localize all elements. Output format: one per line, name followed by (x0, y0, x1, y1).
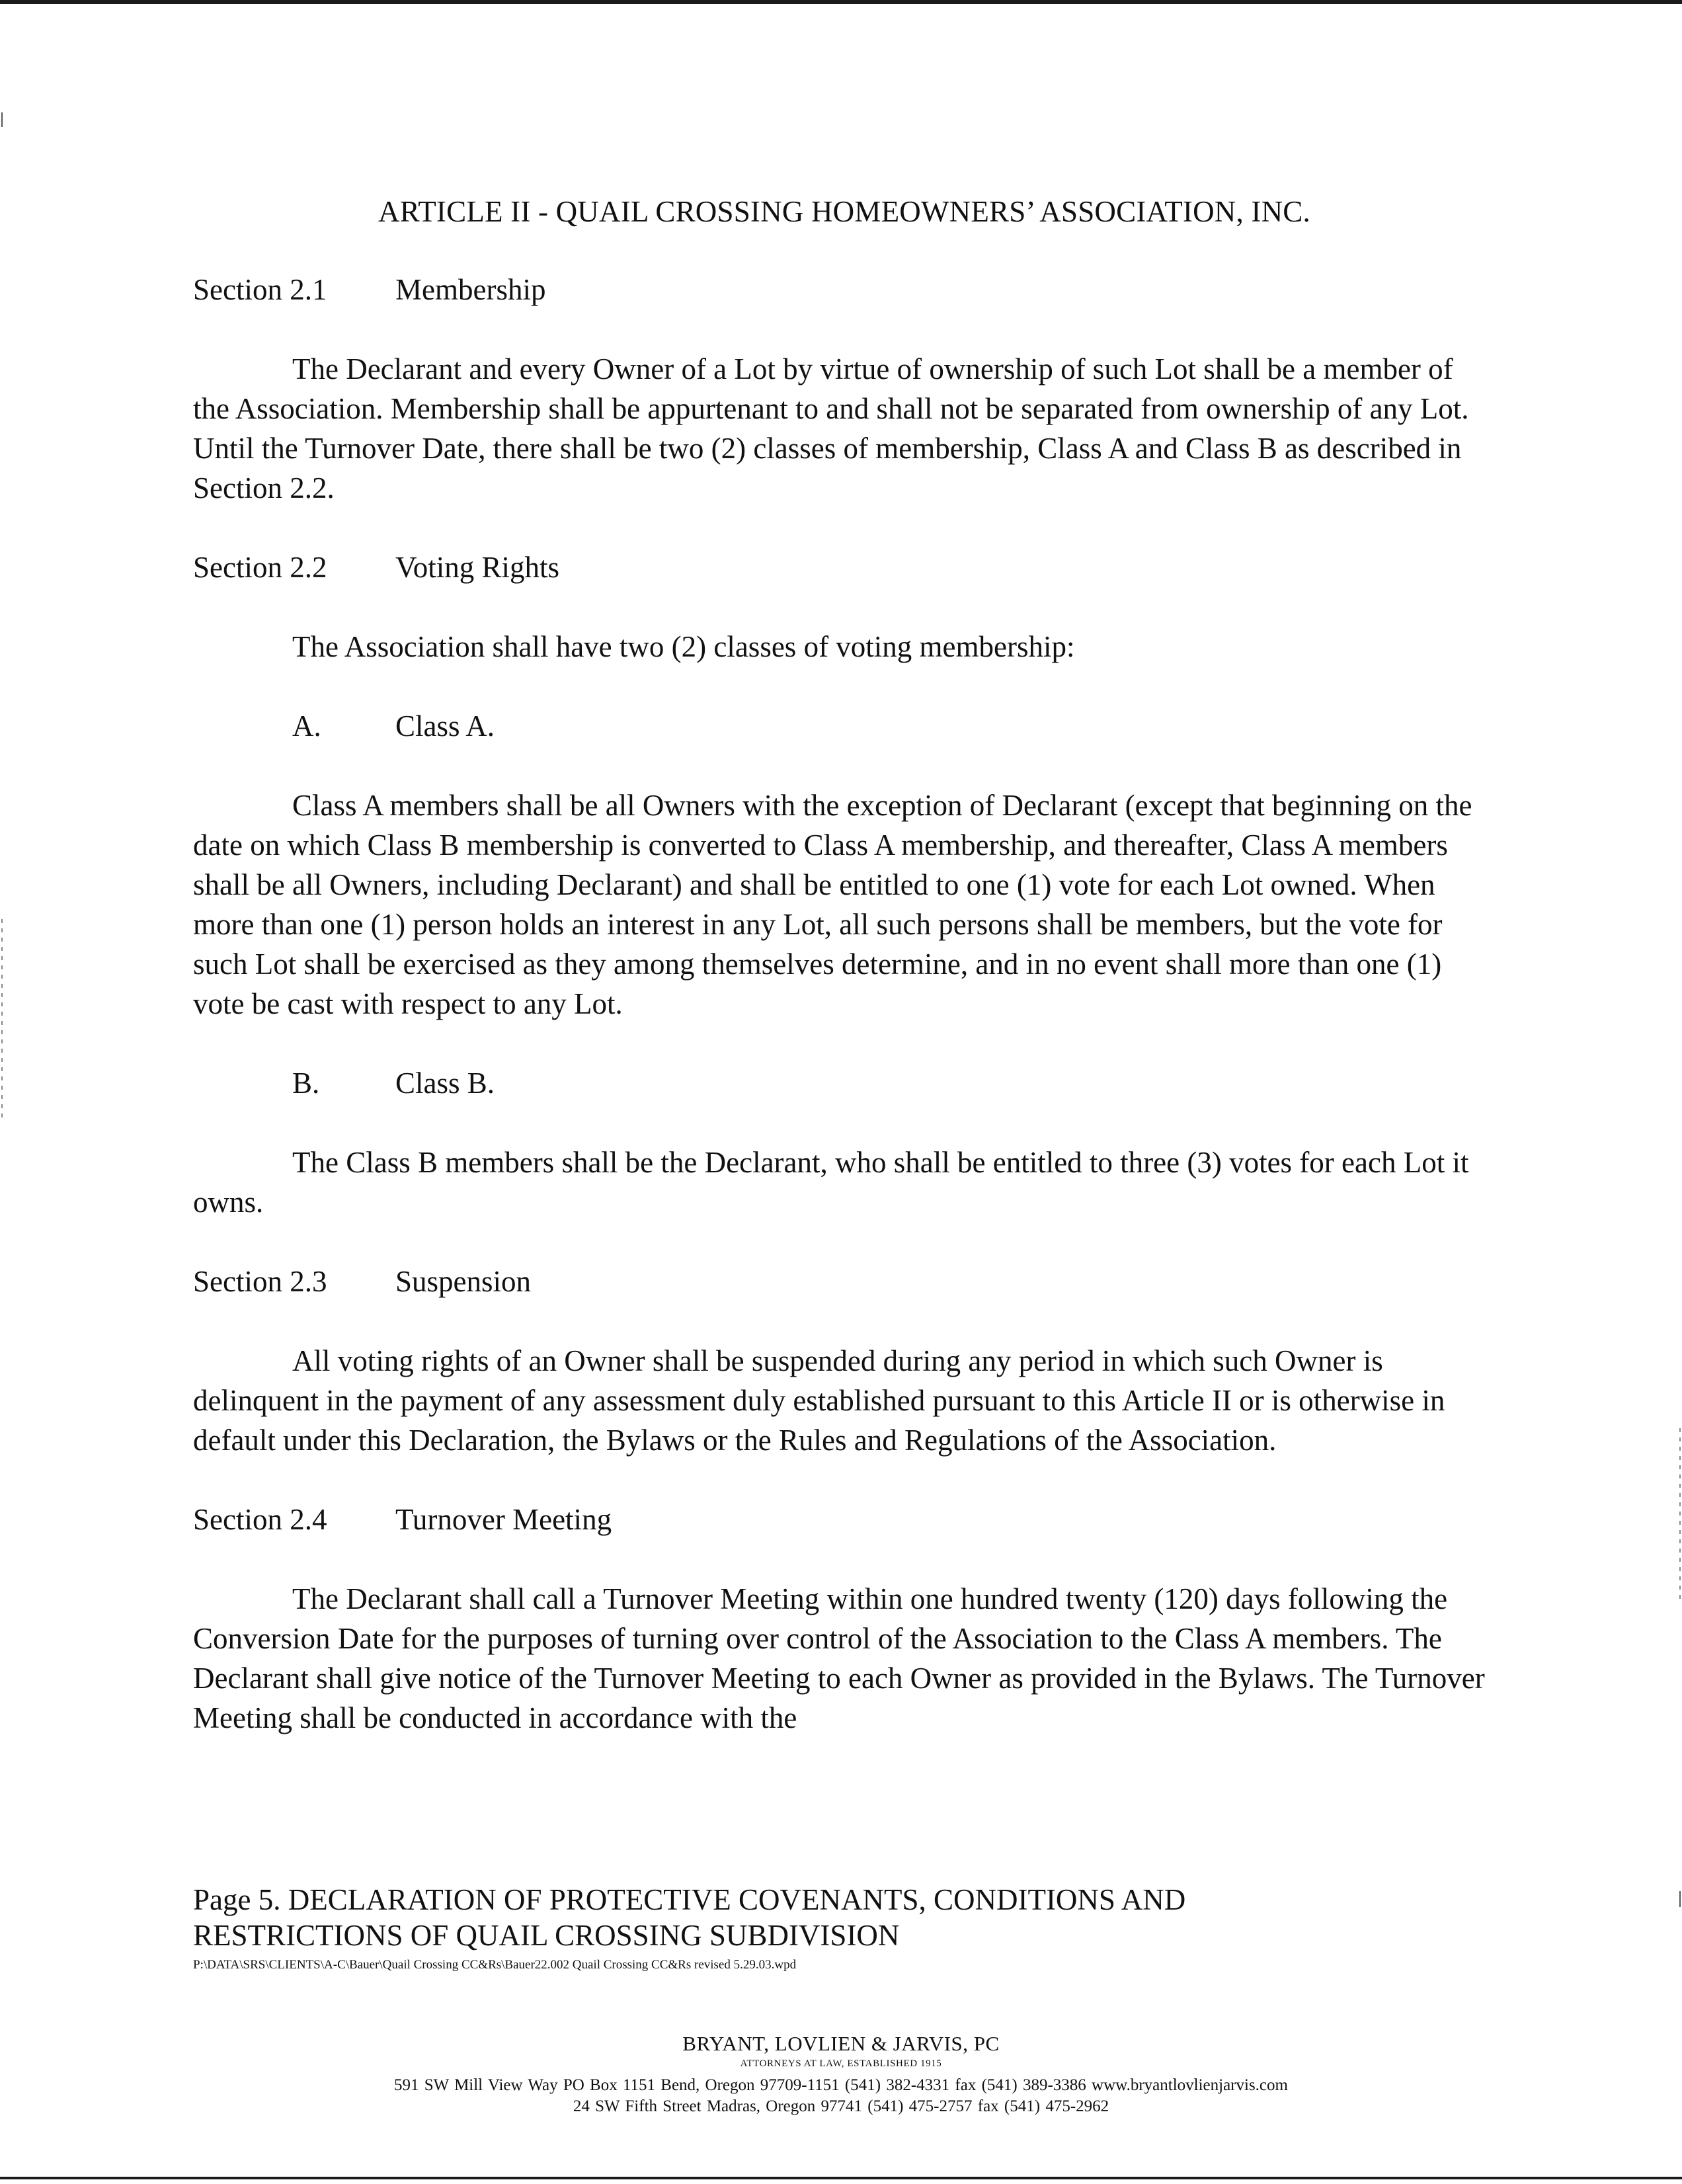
document-body (193, 192, 1496, 1777)
subsection-letter: A. (292, 709, 321, 743)
scan-top-edge (0, 0, 1682, 4)
firm-subtitle: ATTORNEYS AT LAW, ESTABLISHED 1915 (740, 2058, 942, 2069)
subsection-letter: B. (292, 1067, 320, 1100)
section-2-3-body: All voting rights of an Owner shall be suspended during any period in which such Owner is delinquent in the payment of any assessment duly established pursuant to this Article II or is otherwise in default under this Declaration, the Bylaws or the Rules and Regulations of the Association. (193, 1344, 1445, 1457)
section-title: Turnover Meeting (395, 1503, 612, 1536)
section-2-2-heading (193, 547, 1496, 587)
section-2-4-body: The Declarant shall call a Turnover Meeting within one hundred twenty (120) days following the Conversion Date for the purposes of turning over control of the Association to the Class A members. The Declarant shall give notice of the Turnover Meeting to each Owner as provided in the Bylaws. The Turnover Meeting shall be conducted in accordance with the (193, 1582, 1485, 1734)
firm-address-bend: 591 SW Mill View Way PO Box 1151 Bend, Oregon 97709-1151 (541) 382-4331 fax (541) 389-3386 www.bryantlovlienjarvis.com (394, 2076, 1288, 2094)
section-title: Suspension (395, 1265, 532, 1298)
firm-address-madras: 24 SW Fifth Street Madras, Oregon 97741 (541) 475-2757 fax (541) 475-2962 (573, 2097, 1109, 2115)
section-number: Section 2.3 (193, 1265, 327, 1298)
firm-name: BRYANT, LOVLIEN & JARVIS, PC (682, 2032, 1000, 2055)
scan-bottom-edge (0, 2177, 1682, 2179)
section-2-1-body: The Declarant and every Owner of a Lot by virtue of ownership of such Lot shall be a member of the Association. Membership shall be appurtenant to and shall not be separated from ownership of any Lot. Until the Turnover Date, there shall be two (2) classes of membership, Class A and Class B as described in Section 2.2. (193, 352, 1469, 505)
section-number: Section 2.4 (193, 1503, 327, 1536)
scan-artifact-right (1679, 1891, 1681, 1907)
footer-file-path: P:\DATA\SRS\CLIENTS\A-C\Bauer\Quail Crossing CC&Rs\Bauer22.002 Quail Crossing CC&Rs revised 5.29.03.wpd (193, 1958, 797, 1972)
section-number: Section 2.1 (193, 273, 327, 306)
article-title: ARTICLE II - QUAIL CROSSING HOMEOWNERS’ ASSOCIATION, INC. (378, 195, 1310, 228)
subsection-title: Class B. (395, 1067, 495, 1100)
footer-page-line-2: RESTRICTIONS OF QUAIL CROSSING SUBDIVISION (193, 1919, 900, 1952)
section-title: Voting Rights (395, 551, 559, 584)
section-2-4-heading (193, 1500, 1496, 1539)
firm-letterhead (0, 2031, 1682, 2117)
section-2-3-heading (193, 1262, 1496, 1301)
section-title: Membership (395, 273, 546, 306)
section-2-2-intro: The Association shall have two (2) classes of voting membership: (292, 630, 1075, 663)
class-b-body: The Class B members shall be the Declarant, who shall be entitled to three (3) votes for each Lot it owns. (193, 1146, 1469, 1219)
class-b-heading (292, 1063, 1496, 1103)
scan-artifact-right-dashes (1679, 1428, 1681, 1600)
section-2-1-heading (193, 270, 1496, 309)
section-number: Section 2.2 (193, 551, 327, 584)
class-a-body: Class A members shall be all Owners with the exception of Declarant (except that beginning on the date on which Class B membership is converted to Class A membership, and thereafter, Class A members shall be all Owners, including Declarant) and shall be entitled to one (1) vote for each Lot owned. When more than one (1) person holds an interest in any Lot, all such persons shall be members, but the vote for such Lot shall be exercised as they among themselves determine, and in no event shall more than one (1) vote be cast with respect to any Lot. (193, 789, 1472, 1020)
page-footer (193, 1882, 1509, 1974)
footer-page-line-1: Page 5. DECLARATION OF PROTECTIVE COVENANTS, CONDITIONS AND (193, 1883, 1186, 1916)
subsection-title: Class A. (395, 709, 495, 743)
scan-artifact-left (1, 112, 3, 127)
class-a-heading (292, 706, 1496, 746)
scan-artifact-left-dashes (1, 919, 3, 1117)
